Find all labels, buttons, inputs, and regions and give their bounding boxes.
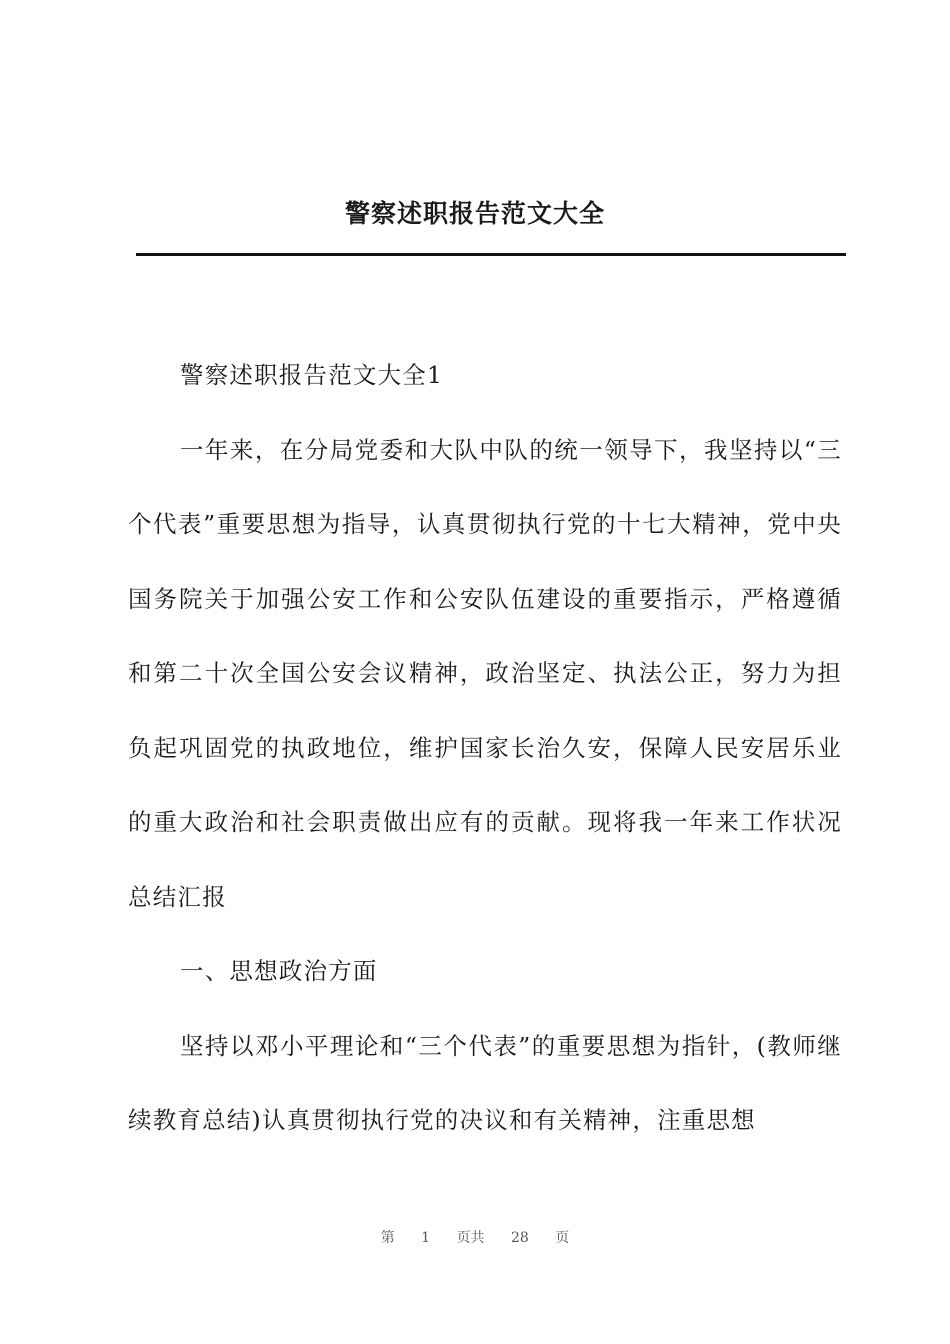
footer-suffix: 页 — [555, 1230, 570, 1246]
footer-total-pages: 28 — [511, 1230, 529, 1246]
page-footer — [0, 1228, 950, 1248]
section-heading: 警察述职报告范文大全1 — [180, 361, 444, 389]
section-heading: 一、思想政治方面 — [180, 957, 378, 985]
body-paragraph: 一年来，在分局党委和大队中队的统一领导下，我坚持以“三个代表”重要思想为指导，认真贯彻执行党的十七大精神，党中央国务院关于加强公安工作和公安队伍建设的重要指示，严格遵循和第二十次全国公安会议精神，政治坚定、执法公正，努力为担负起巩固党的执政地位，维护国家长治久安，保障人民安居乐业的重大政治和社会职责做出应有的贡献。现将我一年来工作状况总结汇报 — [128, 435, 842, 911]
footer-middle: 页共 — [456, 1230, 485, 1246]
document-title: 警察述职报告范文大全 — [344, 199, 605, 228]
footer-page-number: 1 — [421, 1230, 431, 1246]
body-paragraph: 坚持以邓小平理论和“三个代表”的重要思想为指针，(教师继续教育总结)认真贯彻执行党的决议和有关精神，注重思想 — [128, 1031, 842, 1134]
footer-prefix: 第 — [380, 1230, 395, 1246]
document-body — [128, 338, 842, 1158]
title-underline — [136, 253, 846, 256]
